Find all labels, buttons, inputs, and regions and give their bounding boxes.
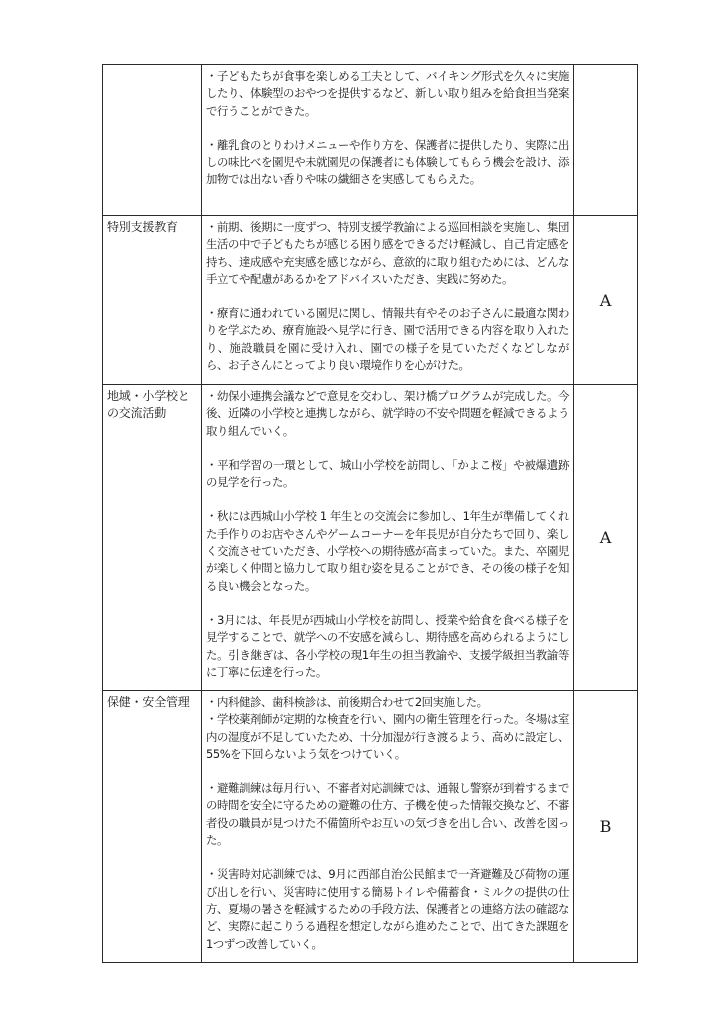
grade-label: B (599, 817, 612, 836)
table-row (103, 65, 638, 216)
grade-label: A (599, 528, 612, 547)
table-row (103, 216, 638, 385)
paragraph: ・秋には西城山小学校 1 年生との交流会に参加し、1年生が準備してくれた手作りのお店やさんやゲームコーナーを年長児が自分たちで回り、楽しく交流させていただき、小学校への期待感が高まっていた。また、卒園児が楽しく仲間と協力して取り組む姿を見ることができ、その後の様子を知る良い機会となった。 (206, 509, 569, 593)
category-label: 保健・安全管理 (107, 695, 190, 709)
content-cell (202, 385, 574, 691)
table-row (103, 385, 638, 691)
paragraph: ・離乳食のとりわけメニューや作り方を、保護者に提供したり、実際に出しの味比べを園児や未就園児の保護者にも体験してもらう機会を設け、添加物では出ない香りや味の繊細さを実感してもらえた。 (206, 137, 569, 187)
grade-cell (574, 691, 638, 963)
grade-label: A (599, 290, 612, 310)
table-row (103, 691, 638, 963)
category-cell (103, 691, 202, 963)
content-cell (202, 691, 574, 963)
grade-cell (574, 216, 638, 385)
category-label: 地域・小学校との交流活動 (107, 389, 190, 420)
paragraph: ・前期、後期に一度ずつ、特別支援学教諭による巡回相談を実施し、集団生活の中で子どもたちが感じる困り感をできるだけ軽減し、自己肯定感を持ち、達成感や充実感を感じながら、意欲的に取り組むためには、どんな手立てや配慮があるかをアドバイスいただき、実践に努めた。 (206, 220, 569, 286)
paragraph: ・幼保小連携会議などで意見を交わし、架け橋プログラムが完成した。今後、近隣の小学校と連携しながら、就学時の不安や問題を軽減できるよう取り組んでいく。 (206, 389, 569, 438)
category-cell (103, 385, 202, 691)
paragraph: ・子どもたちが食事を楽しめる工夫として、バイキング形式を久々に実施したり、体験型のおやつを提供するなど、新しい取り組みを給食担当発案で行うことができた。 (206, 69, 569, 118)
content-cell (202, 216, 574, 385)
paragraph: ・平和学習の一環として、城山小学校を訪問し、「かよこ桜」や被爆遺跡の見学を行った。 (206, 457, 569, 490)
grade-cell (574, 385, 638, 691)
category-label: 特別支援教育 (107, 220, 178, 234)
evaluation-table (102, 64, 638, 963)
content-cell (202, 65, 574, 216)
category-cell (103, 65, 202, 216)
category-cell (103, 216, 202, 385)
paragraph: ・学校薬剤師が定期的な検査を行い、園内の衛生管理を行った。冬場は室内の湿度が不足していたため、十分加湿が行き渡るよう、高めに設定し、55%を下回らないよう気をつけていく。 (206, 712, 569, 761)
paragraph: ・内科健診、歯科検診は、前後期合わせて2回実施した。 (206, 695, 488, 709)
paragraph: ・3月には、年長児が西城山小学校を訪問し、授業や給食を食べる様子を見学することで、就学への不安感を減らし、期待感を高められるようにした。引き継ぎは、各小学校の現1年生の担当教諭や、支援学級担当教諭等に丁寧に伝達を行った。 (206, 612, 569, 679)
grade-cell (574, 65, 638, 216)
paragraph: ・避難訓練は毎月行い、不審者対応訓練では、通報し警察が到着するまでの時間を安全に守るための避難の仕方、子機を使った情報交換など、不審者役の職員が見つけた不備箇所やお互いの気づきを出し合い、改善を図った。 (206, 781, 569, 848)
paragraph: ・災害時対応訓練では、9月に西部自治公民館まで一斉避難及び荷物の運び出しを行い、災害時に使用する簡易トイレや備蓄食・ミルクの提供の仕方、夏場の暑さを軽減するための手段方法、保護者との連絡方法の確認など、実際に起こりうる過程を想定しながら進めたことで、出てきた課題を1つずつ改善していく。 (206, 867, 569, 951)
paragraph: ・療育に通われている園児に関し、情報共有やそのお子さんに最適な関わりを学ぶため、療育施設へ見学に行き、園で活用できる内容を取り入れたり、施設職員を園に受け入れ、園での様子を見ていただくなどしながら、お子さんにとってより良い環境作りを心がけた。 (206, 306, 569, 373)
